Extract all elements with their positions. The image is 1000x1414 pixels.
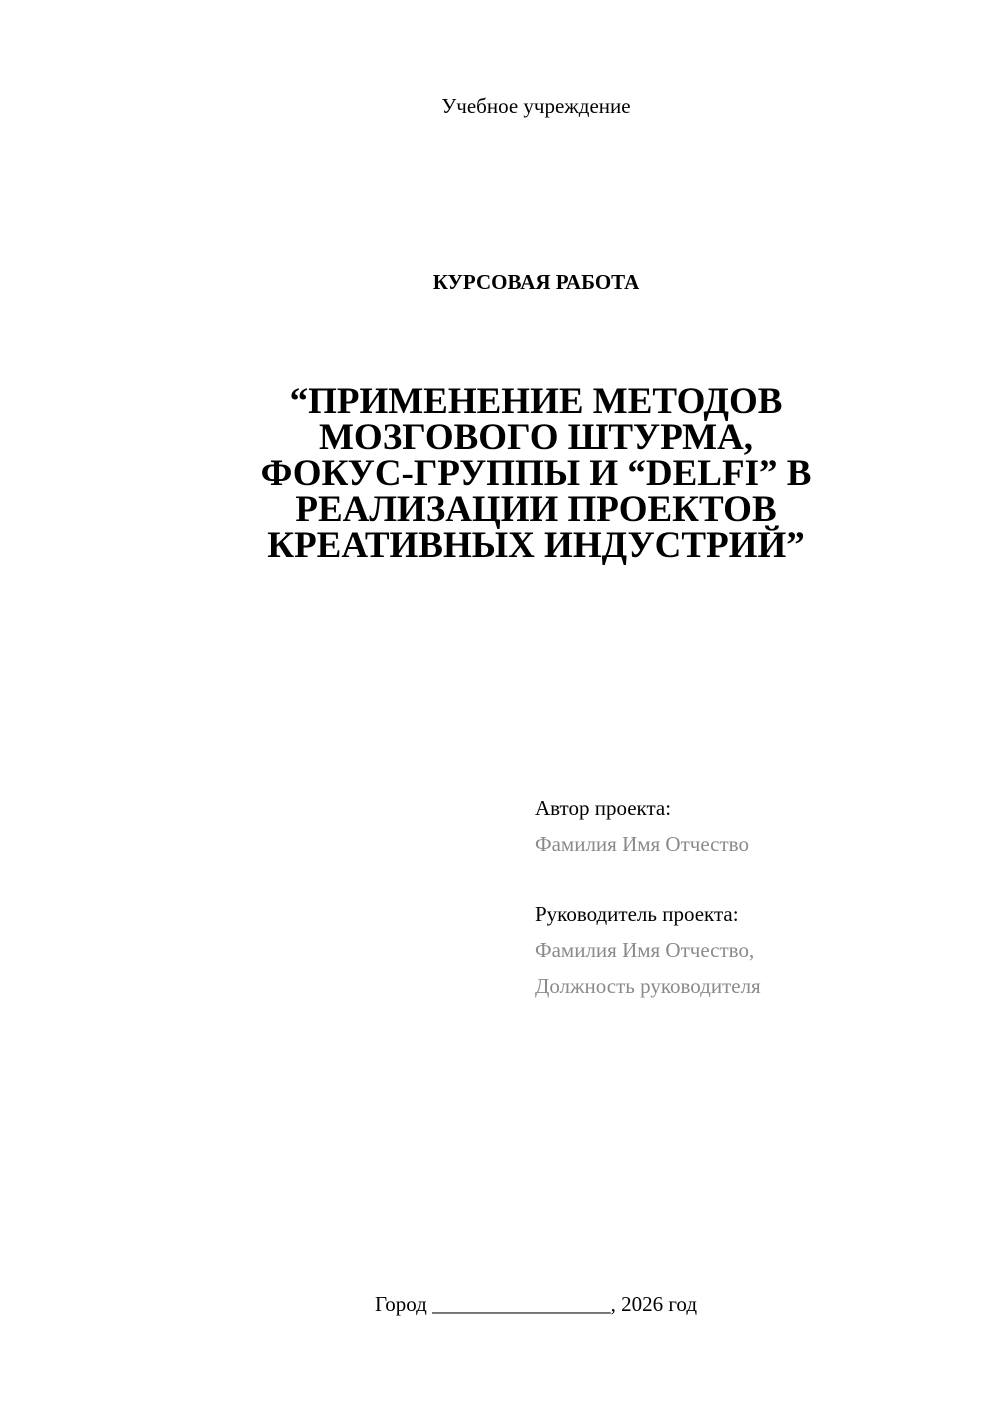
author-name-placeholder: Фамилия Имя Отчество: [535, 832, 749, 856]
institution-name: Учебное учреждение: [441, 94, 631, 118]
work-type-heading: КУРСОВАЯ РАБОТА: [432, 270, 640, 294]
title-line: РЕАЛИЗАЦИИ ПРОЕКТОВ: [295, 489, 777, 530]
title-line: ФОКУС-ГРУППЫ И “DELFI” В: [260, 453, 812, 494]
title-line: МОЗГОВОГО ШТУРМА,: [319, 417, 753, 458]
author-label: Автор проекта:: [535, 796, 672, 820]
title-line: “ПРИМЕНЕНИЕ МЕТОДОВ: [289, 381, 783, 422]
credits-spacer: [535, 862, 975, 896]
supervisor-name-placeholder: Фамилия Имя Отчество,: [535, 938, 755, 962]
document-title: [232, 381, 840, 566]
supervisor-position-placeholder: Должность руководителя: [535, 974, 761, 998]
city-year-line: Город _________________, 2026 год: [374, 1292, 698, 1316]
title-line: КРЕАТИВНЫХ ИНДУСТРИЙ”: [267, 525, 805, 566]
supervisor-label: Руководитель проекта:: [535, 902, 739, 926]
credits-block: [535, 790, 975, 1004]
